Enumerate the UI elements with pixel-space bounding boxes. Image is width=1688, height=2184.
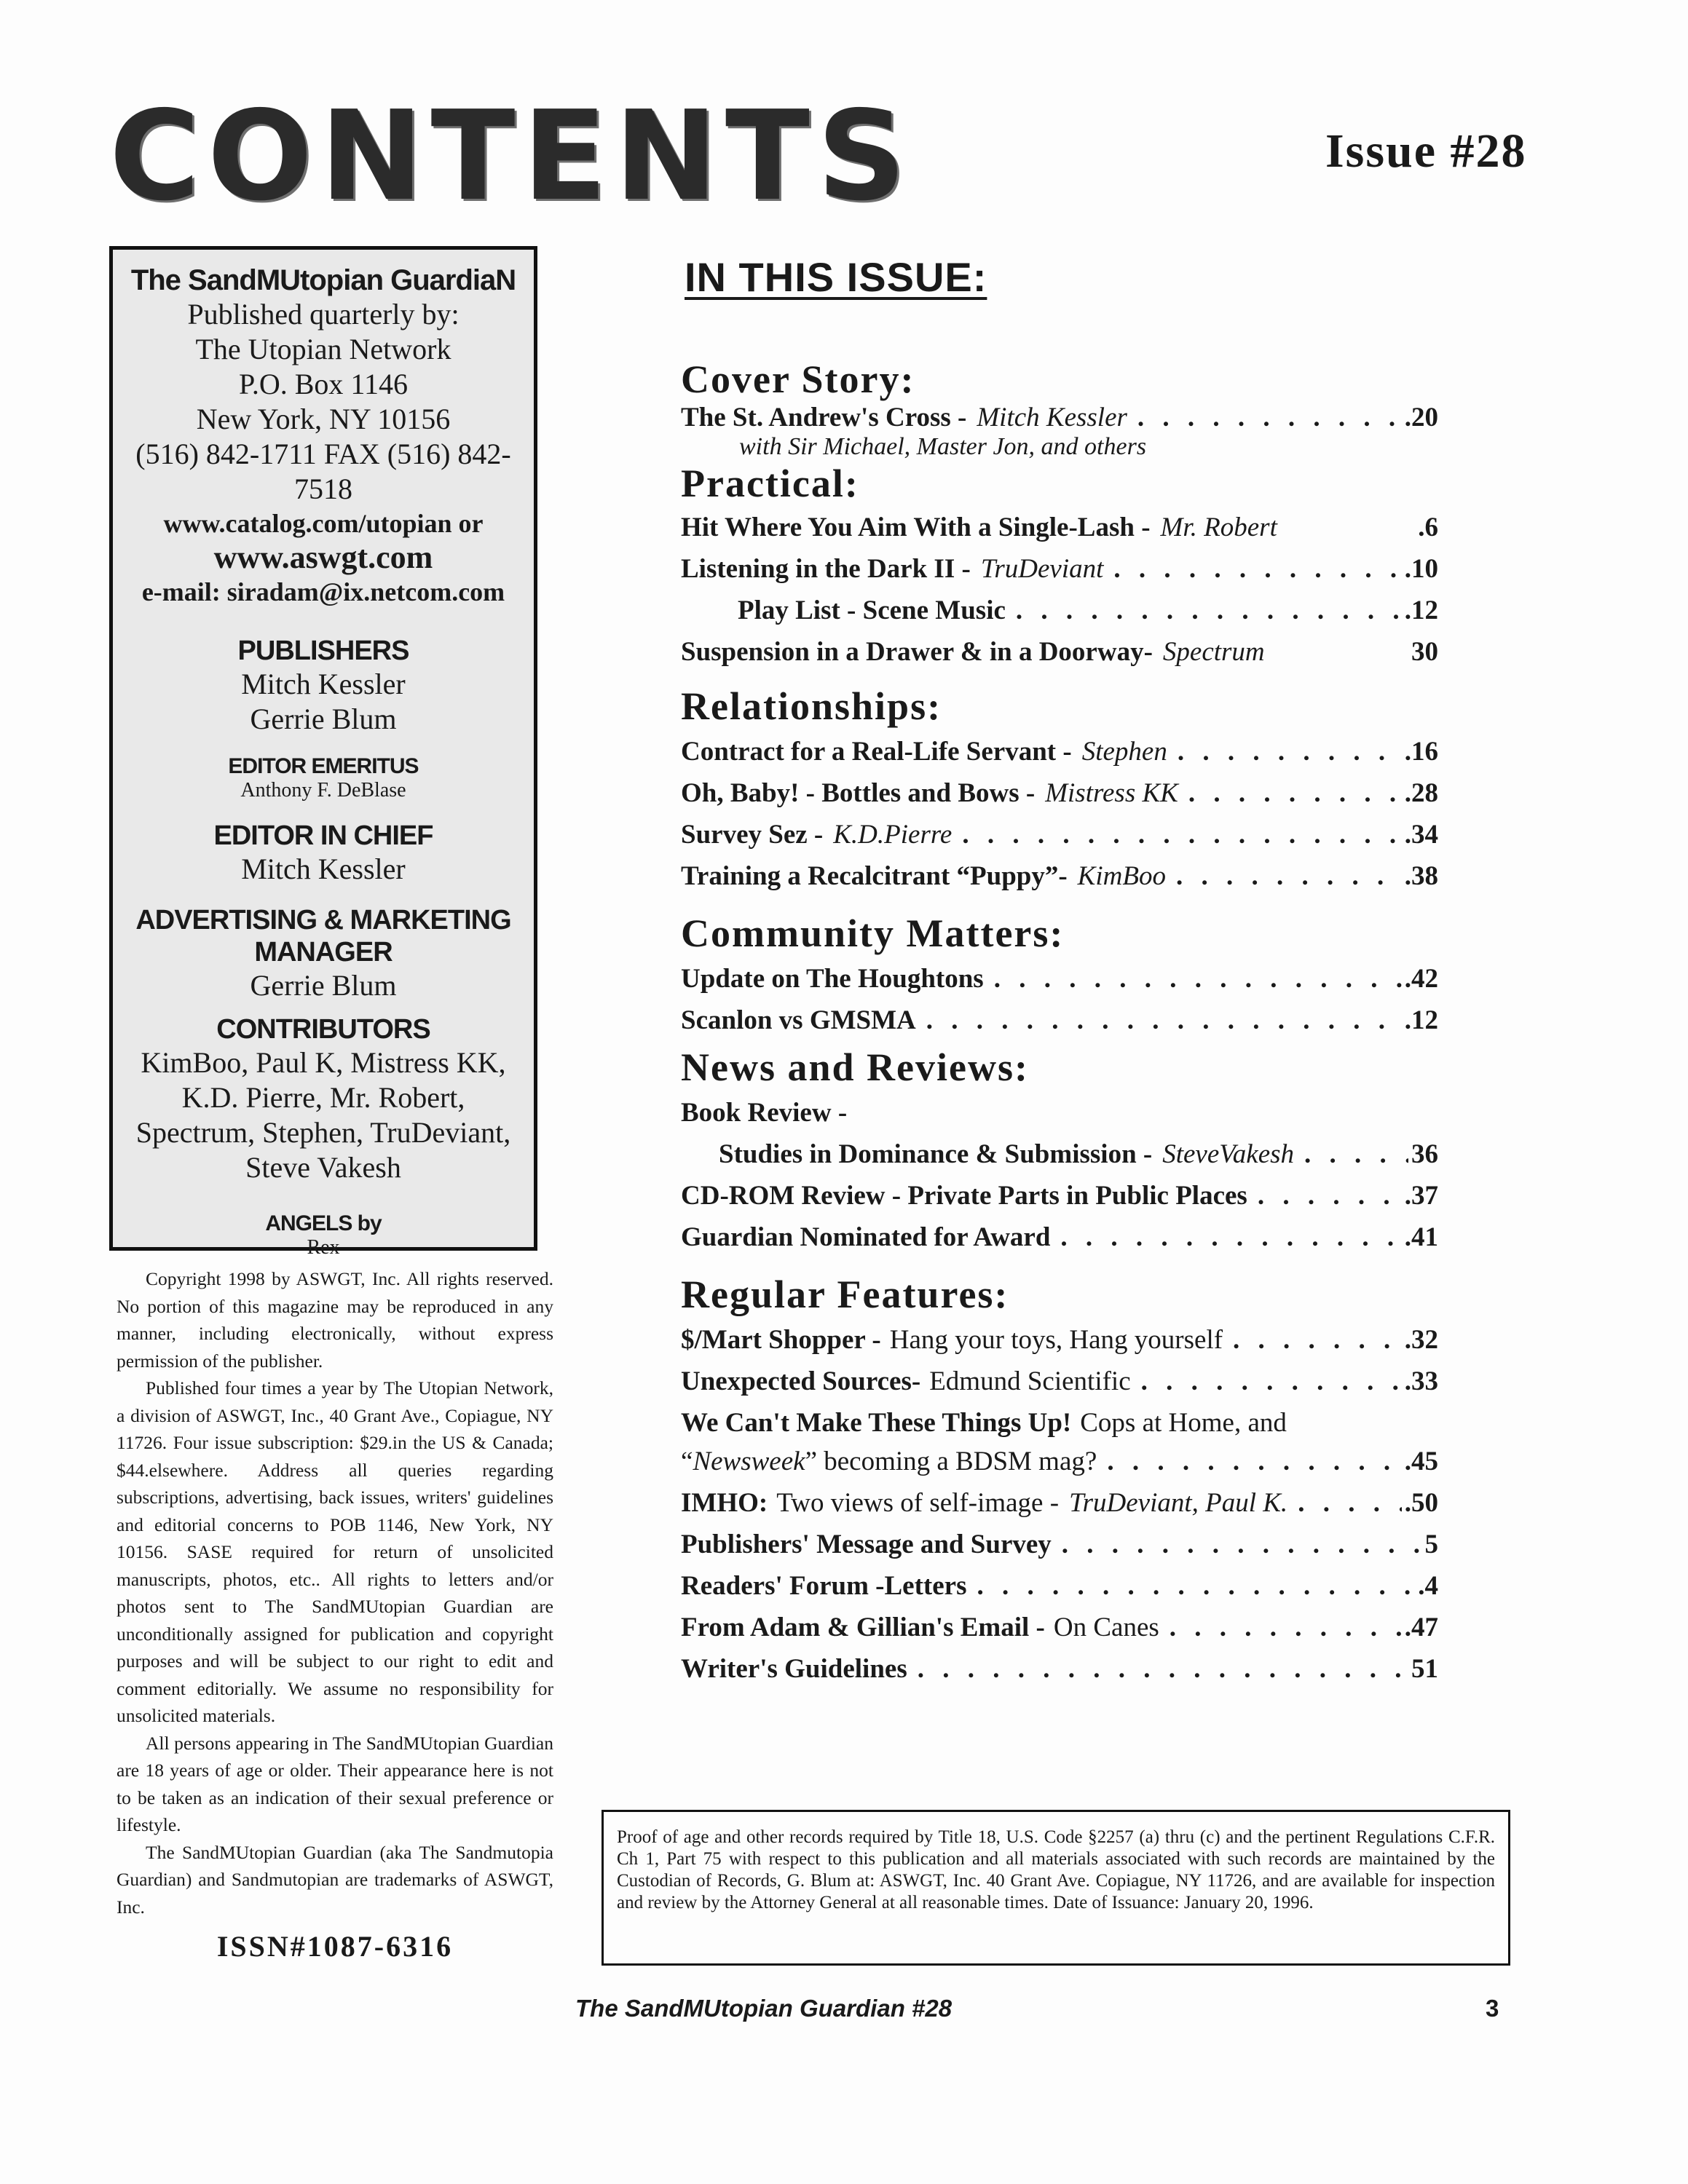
toc-entry[interactable] [681, 512, 1438, 543]
leader-dots [1170, 1612, 1402, 1643]
entry-page: .4 [1418, 1571, 1438, 1601]
entry-author: Stephen [1081, 737, 1167, 767]
contributors-line: Spectrum, Stephen, TruDeviant, [135, 1116, 511, 1149]
leader-dots [1060, 1222, 1401, 1253]
entry-page: 51 [1411, 1654, 1438, 1684]
publisher-network: The Utopian Network [195, 333, 451, 365]
website-link-1[interactable]: www.catalog.com/utopian or [163, 509, 484, 538]
contributors-heading: CONTRIBUTORS [216, 1014, 430, 1045]
toc-entry[interactable] [681, 402, 1438, 433]
leader-dots [962, 819, 1401, 850]
entry-page: .41 [1404, 1222, 1438, 1252]
entry-page: .45 [1404, 1447, 1438, 1476]
entry-author: Mr. Robert [1160, 513, 1277, 542]
entry-page: .28 [1404, 778, 1438, 808]
entry-author: Mitch Kessler [977, 403, 1127, 432]
entry-author: K.D.Pierre [833, 820, 953, 850]
advertising-heading: ADVERTISING & MARKETING [135, 905, 511, 935]
entry-title: Contract for a Real-Life Servant - [681, 737, 1072, 767]
entry-author: Spectrum [1162, 637, 1265, 667]
city: New York, NY 10156 [196, 403, 451, 435]
entry-title: Studies in Dominance & Submission - [719, 1139, 1153, 1169]
advertising-name: Gerrie Blum [250, 969, 397, 1002]
section-cover-story: Cover Story: [681, 357, 915, 401]
leader-dots [1304, 1139, 1408, 1170]
entry-page: 5 [1424, 1530, 1438, 1559]
editor-in-chief-heading: EDITOR IN CHIEF [213, 820, 433, 851]
leader-dots [1258, 1180, 1402, 1211]
publication-paragraph: Published four times a year by The Utopian Network, a division of ASWGT, Inc., 40 Grant Ave., Copiague, NY 11726. Four issue subscription: $29.in the US & Canada; $44.elsewhere. Address all queries regarding subscriptions, advertising, back issues, writers' guidelines and editorial concerns to POB 1146, New York, NY 10156. SASE required for return of unsolicited manuscripts, photos, etc.. All rights to letters and/or photos sent to The SandMUtopian Guardian are unconditionally assigned for publication and copyright purposes and will be subject to our right to edit and comment editorially. We assume no responsibility for unsolicited materials. [117, 1377, 553, 1726]
entry-page: .16 [1404, 737, 1438, 767]
toc-entry[interactable] [681, 778, 1438, 809]
entry-title: Oh, Baby! - Bottles and Bows - [681, 778, 1036, 808]
leader-dots [1113, 553, 1401, 585]
leader-dots [1141, 1366, 1402, 1397]
entry-page: .34 [1404, 820, 1438, 850]
entry-page: 30 [1411, 637, 1438, 667]
entry-title: Play List - Scene Music [738, 596, 1006, 625]
leader-dots [1137, 402, 1402, 433]
leader-dots [1107, 1446, 1401, 1477]
toc-entry[interactable] [681, 1180, 1438, 1211]
toc-entry[interactable] [681, 1653, 1438, 1685]
copyright-notice [117, 1265, 553, 1920]
entry-title: Survey Sez - [681, 820, 824, 850]
toc-entry[interactable] [681, 736, 1438, 767]
leader-dots [918, 1653, 1408, 1685]
trademark-paragraph: The SandMUtopian Guardian (aka The Sandmutopia Guardian) and Sandmutopian are trademarks of ASWGT, Inc. [117, 1841, 553, 1918]
entry-page: .12 [1404, 1005, 1438, 1035]
entry-title: Hit Where You Aim With a Single-Lash - [681, 513, 1151, 542]
legal-notice-box: Proof of age and other records required by Title 18, U.S. Code §2257 (a) thru (c) and the pertinent Regulations C.F.R. Ch 1, Part 75 with respect to this publication and all materials associated with such records are maintained by the Custodian of Records, G. Blum at: ASWGT, Inc. 40 Grant Ave. Copiague, NY 11726, and are available for inspection and review by the Attorney General at all reasonable times. Date of Issuance: January 20, 1996. [602, 1810, 1510, 1966]
entry-title: Book Review - [681, 1098, 848, 1128]
contributors-line: K.D. Pierre, Mr. Robert, [181, 1081, 465, 1114]
toc-entry[interactable] [681, 1570, 1438, 1602]
in-this-issue-heading: IN THIS ISSUE: [685, 254, 987, 300]
quote-mark: “ [681, 1447, 693, 1476]
entry-title: CD-ROM Review - Private Parts in Public Places [681, 1181, 1247, 1211]
toc-entry[interactable] [681, 636, 1438, 668]
toc-entry[interactable] [681, 1487, 1438, 1519]
editor-in-chief-name: Mitch Kessler [241, 852, 406, 885]
entry-page: .32 [1404, 1325, 1438, 1355]
entry-title: Update on The Houghtons [681, 964, 984, 994]
editor-emeritus-name: Anthony F. DeBlase [240, 779, 406, 802]
publishers-heading: PUBLISHERS [237, 636, 409, 666]
issue-number: Issue #28 [1325, 124, 1527, 178]
entry-title: Readers' Forum -Letters [681, 1571, 967, 1601]
issn: ISSN#1087-6316 [216, 1930, 454, 1963]
leader-dots [994, 963, 1402, 994]
toc-entry[interactable] [681, 1324, 1438, 1356]
entry-title: Listening in the Dark II - [681, 554, 971, 584]
toc-entry[interactable] [681, 1366, 1438, 1397]
entry-author: SteveVakesh [1162, 1139, 1295, 1169]
masthead-box [109, 246, 537, 1259]
po-box: P.O. Box 1146 [239, 368, 408, 400]
entry-description: Hang your toys, Hang yourself [889, 1325, 1223, 1355]
leader-dots [1176, 860, 1402, 892]
entry-title: Unexpected Sources- [681, 1366, 921, 1396]
contributors-line: Steve Vakesh [245, 1151, 401, 1184]
leader-dots [1188, 778, 1402, 809]
entry-page: .10 [1404, 554, 1438, 584]
toc-entry[interactable] [681, 963, 1438, 994]
section-news-and-reviews: News and Reviews: [681, 1045, 1029, 1089]
publisher-name: Gerrie Blum [250, 703, 397, 735]
entry-page: .38 [1404, 861, 1438, 891]
toc-entry[interactable] [681, 1222, 1438, 1253]
entry-title: Writer's Guidelines [681, 1654, 907, 1684]
footer-magazine-title: The SandMUtopian Guardian #28 [575, 1995, 953, 2022]
cover-story-note: with Sir Michael, Master Jon, and others [739, 433, 1147, 460]
section-community-matters: Community Matters: [681, 911, 1065, 955]
section-practical: Practical: [681, 462, 859, 505]
leader-dots [926, 1005, 1402, 1036]
entry-page: .12 [1404, 596, 1438, 625]
contributors-line: KimBoo, Paul K, Mistress KK, [141, 1046, 506, 1079]
entry-author: TruDeviant, Paul K. [1069, 1488, 1288, 1518]
entry-title: Publishers' Message and Survey [681, 1530, 1052, 1559]
entry-title: Guardian Nominated for Award [681, 1222, 1051, 1252]
entry-page: 36 [1411, 1139, 1438, 1169]
entry-page: .47 [1404, 1613, 1438, 1642]
angels-heading: ANGELS by [265, 1211, 382, 1235]
entry-page: .6 [1418, 513, 1438, 542]
section-regular-features: Regular Features: [681, 1273, 1009, 1316]
leader-dots [977, 1570, 1415, 1602]
entry-title: $/Mart Shopper - [681, 1325, 881, 1355]
publisher-name: Mitch Kessler [241, 668, 406, 700]
entry-title: Training a Recalcitrant “Puppy”- [681, 861, 1068, 891]
editor-emeritus-heading: EDITOR EMERITUS [228, 754, 419, 778]
entry-description: Edmund Scientific [929, 1366, 1131, 1396]
entry-title: Suspension in a Drawer & in a Doorway- [681, 637, 1153, 667]
entry-description: ” becoming a BDSM mag? [805, 1447, 1097, 1476]
angels-name: Rex [307, 1236, 340, 1259]
toc [681, 357, 1438, 1685]
page-title: CONTENTS [109, 84, 914, 229]
entry-title: IMHO: [681, 1488, 768, 1518]
toc-entry[interactable] [681, 1529, 1438, 1560]
toc-entry[interactable] [681, 819, 1438, 850]
leader-dots [1062, 1529, 1422, 1560]
leader-dots [1178, 736, 1402, 767]
entry-title: Scanlon vs GMSMA [681, 1005, 916, 1035]
toc-entry[interactable] [681, 1446, 1438, 1477]
page-number: 3 [1486, 1995, 1499, 2022]
entry-title: From Adam & Gillian's Email - [681, 1613, 1045, 1642]
magazine-name: The SandMUtopian GuardiaN [130, 264, 516, 296]
entry-page: .37 [1404, 1181, 1438, 1211]
phone: (516) 842-1711 FAX (516) 842-7518 [135, 438, 511, 505]
website-link-2[interactable]: www.aswgt.com [213, 539, 433, 575]
leader-dots [1016, 595, 1402, 626]
entry-description: On Canes [1053, 1613, 1159, 1642]
leader-dots [1298, 1487, 1402, 1519]
toc-entry[interactable] [681, 595, 1438, 626]
toc-entry[interactable] [681, 1612, 1438, 1643]
entry-page: .20 [1404, 403, 1438, 432]
toc-entry[interactable] [681, 1005, 1438, 1036]
toc-entry[interactable] [681, 1407, 1438, 1439]
toc-entry[interactable] [681, 1139, 1438, 1170]
entry-description: Two views of self-image - [776, 1488, 1060, 1518]
entry-page: .42 [1404, 964, 1438, 994]
entry-page: .33 [1404, 1366, 1438, 1396]
entry-description: Cops at Home, and [1080, 1408, 1287, 1438]
age-paragraph: All persons appearing in The SandMUtopian Guardian are 18 years of age or older. Their appearance here is not to be taken as an indication of their sexual preference or lifestyle. [117, 1732, 553, 1835]
entry-title: The St. Andrew's Cross - [681, 403, 967, 432]
toc-entry[interactable] [681, 553, 1438, 585]
advertising-heading-2: MANAGER [254, 937, 393, 968]
leader-dots [1233, 1324, 1402, 1356]
entry-title: We Can't Make These Things Up! [681, 1408, 1072, 1438]
entry-author: Mistress KK [1045, 778, 1178, 808]
entry-description: Newsweek [693, 1447, 805, 1476]
copyright-paragraph: Copyright 1998 by ASWGT, Inc. All rights reserved. No portion of this magazine may be reproduced in any manner, including electronically, without express permission of the publisher. [117, 1268, 553, 1372]
entry-page: .50 [1404, 1488, 1438, 1518]
section-relationships: Relationships: [681, 684, 942, 728]
email-link[interactable]: e-mail: siradam@ix.netcom.com [141, 577, 505, 606]
toc-entry [681, 1097, 1438, 1128]
entry-author: KimBoo [1077, 861, 1166, 891]
entry-author: TruDeviant [980, 554, 1104, 584]
toc-entry[interactable] [681, 860, 1438, 892]
published-by: Published quarterly by: [187, 298, 460, 331]
